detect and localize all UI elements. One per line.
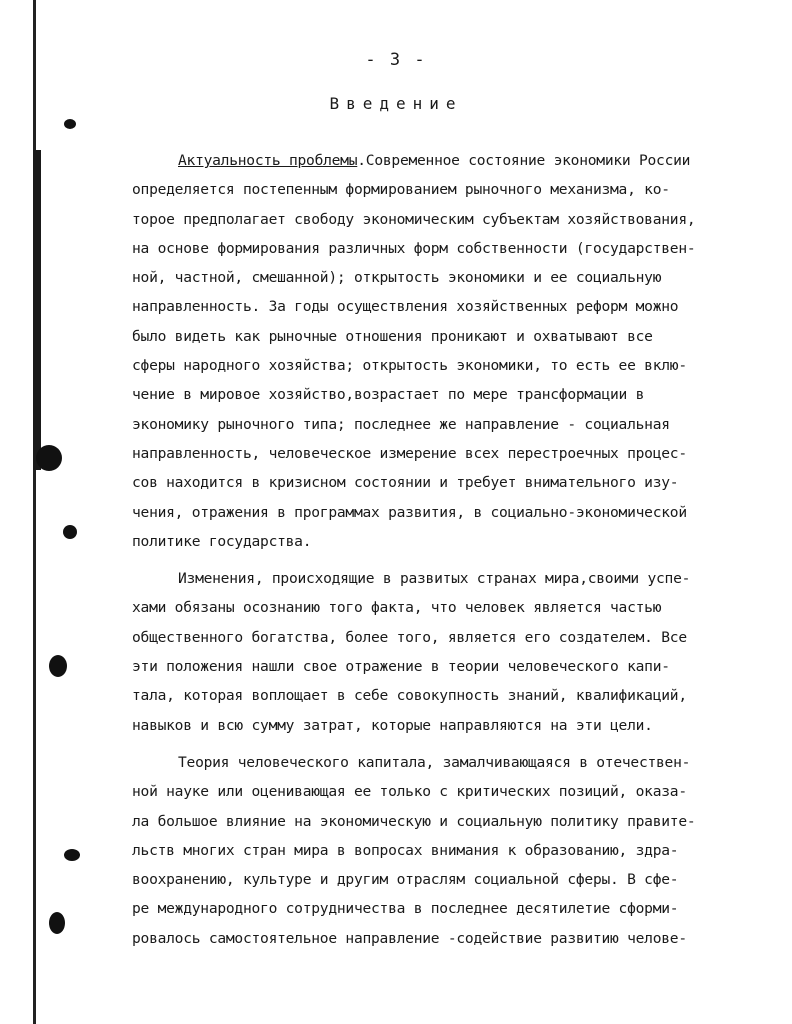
text-line: ровалось самостоятельное направление -содействие развитию челове- (132, 929, 687, 947)
text-line: направленность. За годы осуществления хозяйственных реформ можно (132, 298, 679, 316)
scan-mark (49, 655, 67, 677)
text-line: чения, отражения в программах развития, в социально-экономической (132, 503, 687, 521)
text-line: эти положения нашли свое отражение в теории человеческого капи- (132, 658, 670, 676)
text-line: тала, которая воплощает в себе совокупность знаний, квалификаций, (132, 687, 687, 705)
text-line: Теория человеческого капитала, замалчивающаяся в отечествен- (178, 753, 691, 771)
text-line: чение в мировое хозяйство,возрастает по мере трансформации в (132, 386, 645, 404)
text-line: политике государства. (132, 532, 312, 550)
text-line: ной науке или оценивающая ее только с критических позиций, оказа- (132, 783, 687, 801)
scan-mark (49, 912, 65, 934)
body-text (132, 146, 732, 953)
paragraph (132, 748, 732, 953)
underlined-term: Актуальность проблемы (178, 152, 358, 169)
scan-mark (63, 525, 77, 539)
scan-mark (64, 119, 76, 129)
section-heading: Введение (329, 94, 463, 113)
text-line: направленность, человеческое измерение всех перестроечных процес- (132, 444, 687, 462)
text-line: Изменения, происходящие в развитых странах мира,своими успе- (178, 570, 691, 588)
text-line: общественного богатства, более того, является его создателем. Все (132, 628, 687, 646)
text-line: определяется постепенным формированием рыночного механизма, ко- (132, 181, 670, 199)
text-line: сферы народного хозяйства; открытость экономики, то есть ее вклю- (132, 357, 687, 375)
text-line: воохранению, культуре и другим отраслям социальной сферы. В сфе- (132, 871, 679, 889)
text-line: навыков и всю сумму затрат, которые направляются на эти цели. (132, 716, 653, 734)
page-number: - 3 - (365, 50, 427, 70)
text-line: экономику рыночного типа; последнее же направление - социальная (132, 415, 670, 433)
text-line: ре международного сотрудничества в последнее десятилетие сформи- (132, 900, 679, 918)
scan-mark (36, 445, 62, 471)
scan-mark (64, 849, 80, 861)
paragraph (132, 146, 732, 556)
text-line: хами обязаны осознанию того факта, что человек является частью (132, 599, 662, 617)
text-line: на основе формирования различных форм собственности (государствен- (132, 239, 696, 257)
paragraph (132, 564, 732, 740)
binding-edge-shadow (33, 150, 41, 470)
text-line: ной, частной, смешанной); открытость экономики и ее социальную (132, 269, 662, 287)
text-line: было видеть как рыночные отношения проникают и охватывают все (132, 327, 653, 345)
text-line: ла большое влияние на экономическую и социальную политику правите- (132, 812, 696, 830)
text-line: сов находится в кризисном состоянии и требует внимательного изу- (132, 474, 679, 492)
text-line: льств многих стран мира в вопросах внимания к образованию, здра- (132, 841, 679, 859)
text-line: Актуальность проблемы.Современное состояние экономики России (178, 152, 691, 169)
text-line: торое предполагает свободу экономическим субъектам хозяйствования, (132, 210, 696, 228)
